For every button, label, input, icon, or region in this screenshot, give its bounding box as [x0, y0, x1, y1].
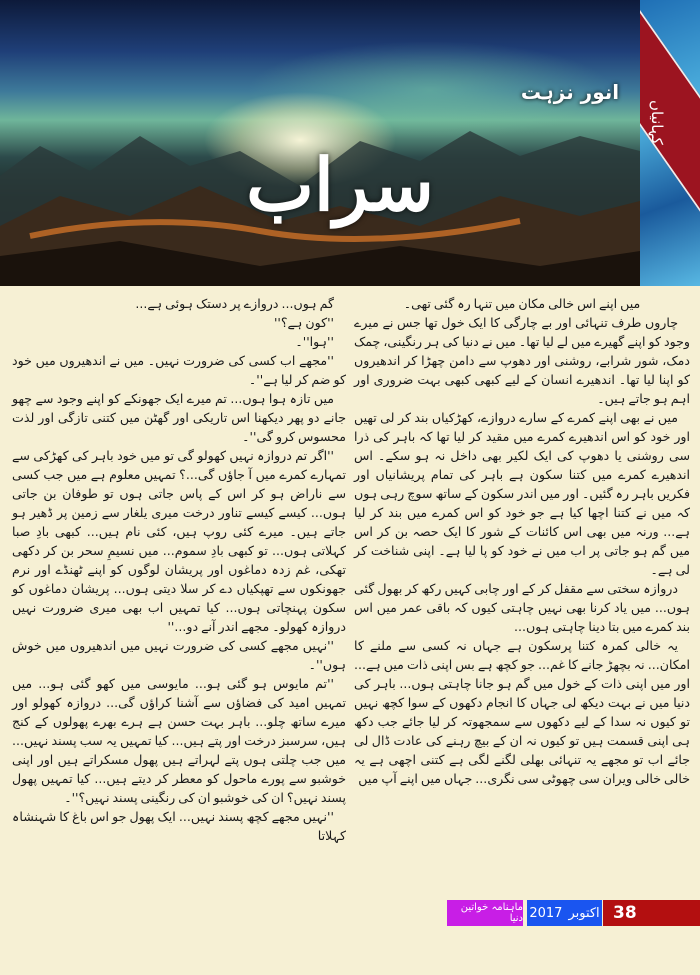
paragraph: چاروں طرف تنہائی اور بے چارگی کا ایک خول تھا جس نے میرے وجود کو اپنے گھیرے میں لے لیا تھا۔ میں نے دنیا کی ہر رنگینی، چمک دمک، شور شرابے، روشنی اور دھوپ سے دامن چھڑا کر اندھیروں کو اپنا لیا تھا۔ اندھیرے انسان کے لیے کبھی کبھی بہت ضروری اور اہم ہو جاتے ہیں۔ — [354, 315, 690, 406]
footer-issue-date — [527, 900, 602, 926]
page-number: 38 — [603, 900, 700, 926]
paragraph: ''اگر تم دروازہ نہیں کھولو گی تو میں خود باہر کی کھڑکی سے تمہارے کمرے میں آ جاؤں گی...؟ تمہیں معلوم ہے میں جب کسی سے ناراض ہو کر اس کے پاس جاتی ہوں تو طوفان بن جاتی ہوں... کیسے کیسے تناور درخت میری یلغار سے زمین پر ڈھیر ہو جاتے ہیں۔ میرے کئی روپ ہیں، کئی نام ہیں... کبھی بادِ صبا کہلاتی ہوں... تو کبھی بادِ سموم... میں نسیمِ سحر بن کر دکھی تھکی، غم زدہ دماغوں اور پریشان لوگوں کو اپنے ٹھنڈے اور نرم جھونکوں سے تھپکیاں دے کر سلا دیتی ہوں... پریشان دماغوں کو سکون پہنچاتی ہوں... کیا تمہیں اب بھی میری ضرورت نہیں دروازہ کھولو۔ مجھے اندر آنے دو...'' — [12, 448, 346, 634]
text-column-right — [354, 294, 690, 788]
author-name: انور نزہت — [520, 80, 620, 104]
story-title: سراب — [246, 142, 434, 227]
paragraph: ''مجھے اب کسی کی ضرورت نہیں۔ میں نے اندھیروں میں خود کو ضم کر لیا ہے''۔ — [12, 353, 346, 387]
paragraph: میں اپنے اس خالی مکان میں تنہا رہ گئی تھی۔ — [403, 296, 641, 311]
paragraph: میں تازہ ہوا ہوں... تم میرے ایک جھونکے کو اپنے وجود سے چھو جانے دو پھر دیکھنا اس تاریکی اور گھٹن میں کتنی تازگی اور لذت محسوس کرو گی''۔ — [12, 391, 346, 444]
paragraph: دروازہ سختی سے مقفل کر کے اور چابی کہیں رکھ کر بھول گئی ہوں... میں یاد کرنا بھی نہیں چاہتی کیوں کہ باقی عمر میں اس بند کمرے میں بتا دینا چاہتی ہوں... — [354, 581, 690, 634]
header-banner-image — [0, 0, 640, 286]
paragraph: ''نہیں مجھے کسی کی ضرورت نہیں میں اندھیروں میں خوش ہوں''۔ — [12, 638, 346, 672]
paragraph: ''تم مایوس ہو گئی ہو... مایوسی میں کھو گئی ہو... میں تمہیں امید کی فضاؤں سے آشنا کراؤں گی... دروازہ کھولو اور میرے ساتھ چلو... باہر بہت حسن ہے ہرے بھرے پھولوں کے کنج ہیں، سرسبز درخت اور پتے ہیں... کیا تمہیں یہ سب پسند نہیں... میں جب چلتی ہوں پتے لہراتے ہیں پھول مسکراتے ہیں اور اپنی خوشبو سے پورے ماحول کو معطر کر دیتے ہیں... کیا تمہیں پھول پسند نہیں؟ ان کی خوشبو ان کی رنگینی پسند نہیں؟''۔ — [12, 676, 346, 805]
footer-year: 2017 — [529, 905, 563, 921]
section-tab — [640, 0, 700, 286]
text-column-left — [12, 294, 346, 845]
footer-magazine-name: ماہنامہ خواتین دنیا — [447, 900, 523, 926]
paragraph: ''کون ہے؟'' — [273, 315, 334, 330]
paragraph: میں نے بھی اپنے کمرے کے سارے دروازے، کھڑکیاں بند کر لی تھیں اور خود کو اس اندھیرے کمرے میں مقید کر لیا تھا کہ باہر کی ذرا سی روشنی یا دھوپ کی ایک لکیر بھی داخل نہ ہو سکے۔ اس اندھیرے کمرے میں کتنا سکون ہے باہر کی تمام پریشانیاں اور فکریں باہر رہ گئیں۔ اور میں اندر سکون کے ساتھ سوچ رہی ہوں کہ میں نے کتنا اچھا کیا ہے جو خود کو اس کمرے میں بند کر لیا ہے... ورنہ میں بھی اس کائنات کے شور کا ایک حصہ بن کر اس میں گم ہو جاتی پر اب میں نے خود کو پا لیا ہے۔ اپنی شناخت کر لی ہے۔ — [354, 410, 690, 577]
paragraph: یہ خالی کمرہ کتنا پرسکون ہے جہاں نہ کسی سے ملنے کا امکان... نہ بچھڑ جانے کا غم... جو کچھ ہے بس اپنی ذات میں ہے... اور میں اپنی ذات کے خول میں گم ہو جانا چاہتی ہوں... باہر کی دنیا میں نے بہت دیکھ لی جہاں کا انجام دکھوں کے سوا کچھ نہیں تو کیوں نہ سدا کے لیے دکھوں سے سمجھوتہ کر لیا جائے جب دکھ ہی اپنی قسمت ہیں تو کیوں نہ ان کے بیچ رہنے کی عادت ڈال لی جائے اب تو مجھے یہ تنہائی بھلی لگنے لگی ہے کتنی اچھی ہے یہ خالی خالی ویران سی چھوٹی سی نگری... جہاں میں اپنے آپ میں — [354, 638, 690, 786]
section-label: کہانیاں — [648, 100, 666, 145]
paragraph: ''ہوا''۔ — [295, 334, 334, 349]
paragraph: گم ہوں... دروازے پر دستک ہوئی ہے... — [135, 296, 334, 311]
paragraph: ''نہیں مجھے کچھ پسند نہیں... ایک پھول جو اس باغ کا شہنشاہ کہلاتا — [12, 809, 346, 843]
footer-month: اکتوبر — [568, 905, 600, 921]
